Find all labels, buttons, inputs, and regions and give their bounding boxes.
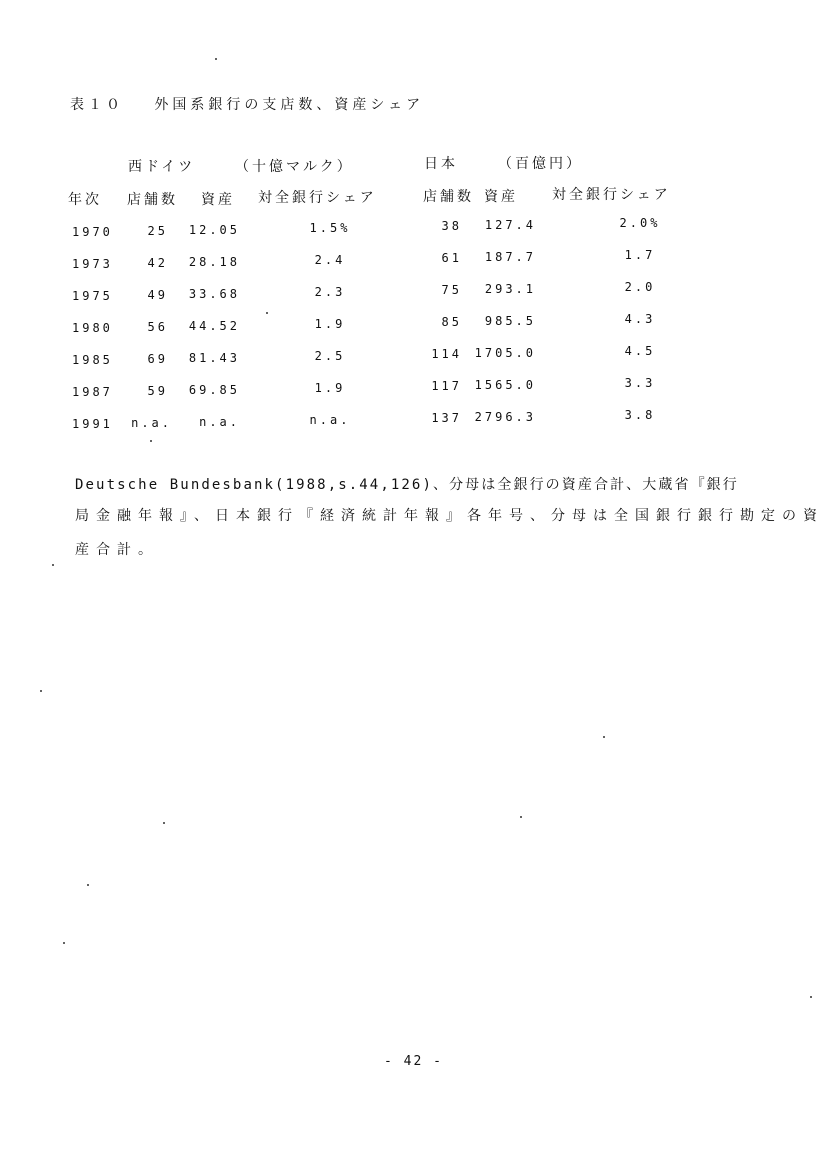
- group-name-japan: 日本: [424, 156, 458, 172]
- wg-assets-cell: n.a.: [199, 415, 240, 429]
- source-note-line: 産合計。: [75, 542, 159, 558]
- column-header-jp-assets: 資産: [484, 189, 518, 205]
- scan-speck: [87, 884, 89, 886]
- year-cell: 1970: [72, 225, 113, 239]
- table-title: 表１０ 外国系銀行の支店数、資産シェア: [70, 97, 425, 113]
- jp-branches-cell: 137: [431, 411, 462, 425]
- wg-share-cell: n.a.: [309, 413, 351, 427]
- jp-share-cell: 3.8: [624, 408, 656, 422]
- jp-assets-cell: 1705.0: [474, 346, 536, 360]
- column-header-wg-share: 対全銀行シェア: [258, 190, 377, 206]
- scan-speck: [810, 996, 812, 998]
- column-header-jp-branches: 店舗数: [423, 189, 474, 205]
- jp-branches-cell: 75: [441, 283, 462, 297]
- wg-assets-cell: 33.68: [188, 287, 240, 301]
- wg-assets-cell: 81.43: [188, 351, 240, 365]
- wg-branches-cell: 59: [147, 384, 168, 398]
- year-cell: 1987: [72, 385, 113, 399]
- column-header-year: 年次: [68, 192, 102, 208]
- jp-assets-cell: 293.1: [484, 282, 536, 296]
- source-note-line: 局金融年報』、日本銀行『経済統計年報』各年号、分母は全国銀行銀行勘定の資: [75, 508, 824, 524]
- jp-assets-cell: 985.5: [484, 314, 536, 328]
- jp-branches-cell: 61: [441, 251, 462, 265]
- wg-assets-cell: 69.85: [188, 383, 240, 397]
- jp-assets-cell: 1565.0: [474, 378, 536, 392]
- jp-share-cell: 2.0%: [619, 216, 661, 230]
- column-header-wg-assets: 資産: [201, 192, 235, 208]
- jp-assets-cell: 187.7: [484, 250, 536, 264]
- wg-branches-cell: 69: [147, 352, 168, 366]
- scan-speck: [63, 942, 65, 944]
- jp-share-cell: 1.7: [624, 248, 656, 262]
- wg-assets-cell: 28.18: [188, 255, 240, 269]
- column-header-wg-branches: 店舗数: [127, 192, 178, 208]
- jp-assets-cell: 127.4: [484, 218, 536, 232]
- wg-share-cell: 2.4: [314, 253, 346, 267]
- group-name-west-germany: 西ドイツ: [128, 159, 196, 175]
- jp-share-cell: 2.0: [624, 280, 656, 294]
- wg-assets-cell: 44.52: [188, 319, 240, 333]
- year-cell: 1980: [72, 321, 113, 335]
- wg-branches-cell: 49: [147, 288, 168, 302]
- scan-speck: [266, 312, 268, 314]
- group-unit-west-germany: （十億マルク）: [235, 159, 354, 175]
- year-cell: 1973: [72, 257, 113, 271]
- group-unit-japan: （百億円）: [498, 156, 583, 172]
- jp-branches-cell: 38: [441, 219, 462, 233]
- source-note-line: Deutsche Bundesbank(1988,s.44,126)、分母は全銀行の資産合計、大蔵省『銀行: [75, 477, 739, 493]
- jp-assets-cell: 2796.3: [474, 410, 536, 424]
- wg-branches-cell: 56: [147, 320, 168, 334]
- scan-speck: [215, 58, 217, 60]
- column-header-jp-share: 対全銀行シェア: [552, 187, 671, 203]
- year-cell: 1985: [72, 353, 113, 367]
- jp-branches-cell: 117: [431, 379, 462, 393]
- wg-branches-cell: 42: [147, 256, 168, 270]
- jp-branches-cell: 85: [441, 315, 462, 329]
- wg-share-cell: 2.3: [314, 285, 346, 299]
- wg-share-cell: 1.5%: [309, 221, 351, 235]
- wg-branches-cell: 25: [147, 224, 168, 238]
- wg-branches-cell: n.a.: [131, 416, 172, 430]
- scan-speck: [40, 690, 42, 692]
- jp-share-cell: 4.5: [624, 344, 656, 358]
- scan-speck: [150, 440, 152, 442]
- scan-speck: [52, 564, 54, 566]
- scan-speck: [603, 736, 605, 738]
- wg-share-cell: 1.9: [314, 381, 346, 395]
- page-number: - 42 -: [384, 1054, 443, 1069]
- jp-share-cell: 3.3: [624, 376, 656, 390]
- jp-branches-cell: 114: [431, 347, 462, 361]
- year-cell: 1991: [72, 417, 113, 431]
- wg-assets-cell: 12.05: [188, 223, 240, 237]
- scan-speck: [163, 822, 165, 824]
- scan-speck: [520, 816, 522, 818]
- year-cell: 1975: [72, 289, 113, 303]
- jp-share-cell: 4.3: [624, 312, 656, 326]
- wg-share-cell: 1.9: [314, 317, 346, 331]
- wg-share-cell: 2.5: [314, 349, 346, 363]
